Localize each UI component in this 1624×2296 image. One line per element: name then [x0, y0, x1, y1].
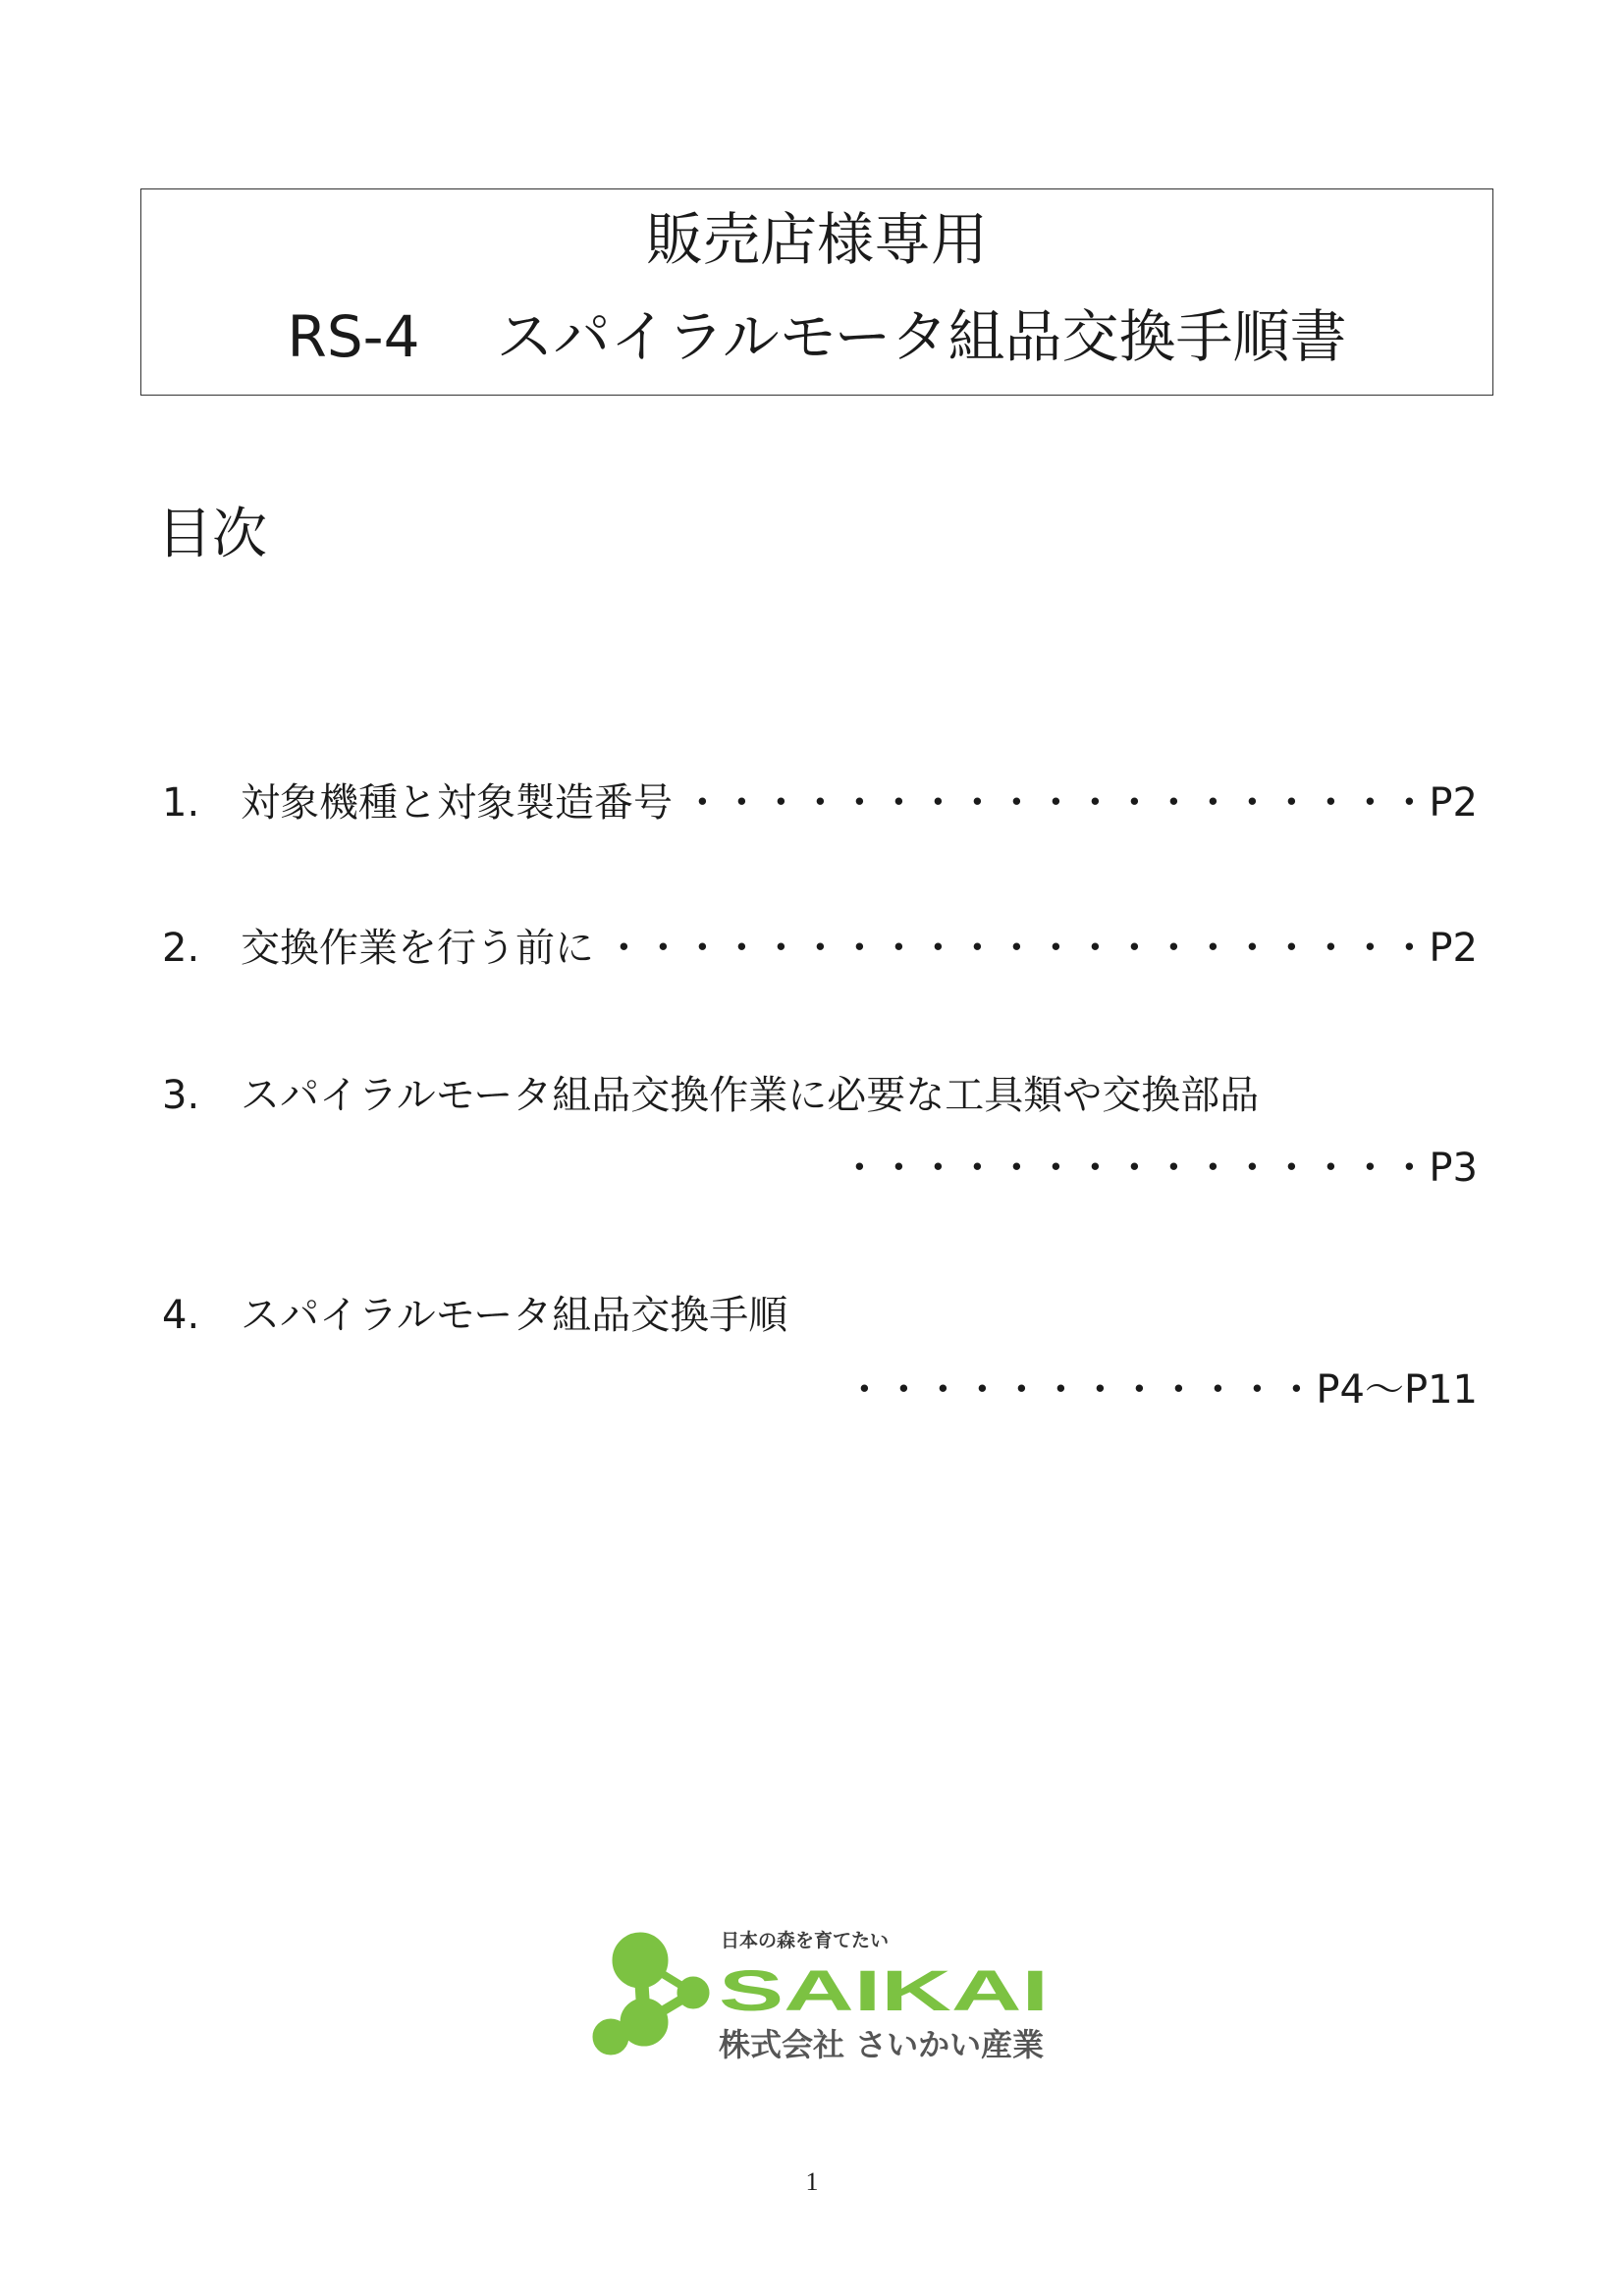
- logo-tagline: 日本の森を育てたい: [721, 1930, 890, 1951]
- toc-item-leader: ・・・・・・・・・・・・・・・: [839, 1146, 1430, 1191]
- toc-item: [162, 1068, 1478, 1123]
- toc-item-page: P3: [1429, 1146, 1478, 1191]
- document-title-box: [140, 188, 1493, 396]
- toc-item-page-ref: [839, 1141, 1478, 1196]
- toc-item-page: P2: [1429, 926, 1478, 971]
- logo-wordmark-text: SAIKAI: [719, 1967, 1049, 2016]
- toc-item-page: P4～P11: [1316, 1367, 1478, 1413]
- toc-item-title: スパイラルモータ組品交換作業に必要な工具類や交換部品: [241, 1073, 1260, 1118]
- logo-company-name: 株式会社 さいかい産業: [719, 2026, 1045, 2063]
- toc-item-leader: ・・・・・・・・・・・・・・・・・・・・・: [604, 926, 1430, 971]
- toc-item-title: 対象機種と対象製造番号: [241, 780, 673, 826]
- toc-item-leader: ・・・・・・・・・・・・: [844, 1367, 1317, 1413]
- logo-wordmark: [719, 1967, 1053, 2016]
- model-code: RS-4: [287, 303, 420, 370]
- toc-item-number: 4.: [162, 1293, 200, 1338]
- toc-item: [162, 775, 1478, 830]
- page-number: 1: [805, 2167, 819, 2196]
- toc-heading: 目次: [157, 503, 267, 566]
- document-title-line-1: 販売店様専用: [645, 206, 988, 273]
- toc-item: [162, 921, 1478, 976]
- molecule-logo-icon: [583, 1924, 721, 2071]
- toc-item: [162, 1288, 1478, 1343]
- toc-item-page: P2: [1429, 780, 1478, 826]
- toc-item-number: 3.: [162, 1073, 200, 1118]
- company-logo: [583, 1924, 1064, 2071]
- toc-item-page-ref: [682, 775, 1478, 830]
- toc-item-title: 交換作業を行う前に: [241, 926, 594, 971]
- document-title-name: スパイラルモータ組品交換手順書: [496, 303, 1347, 370]
- toc-item-page-ref: [844, 1362, 1478, 1417]
- toc-item-number: 2.: [162, 926, 200, 971]
- toc-item-title: スパイラルモータ組品交換手順: [241, 1293, 788, 1338]
- toc-item-leader: ・・・・・・・・・・・・・・・・・・・: [682, 780, 1430, 826]
- toc-item-number: 1.: [162, 780, 200, 826]
- document-title-line-2: [141, 302, 1492, 371]
- toc-item-page-ref: [604, 921, 1478, 976]
